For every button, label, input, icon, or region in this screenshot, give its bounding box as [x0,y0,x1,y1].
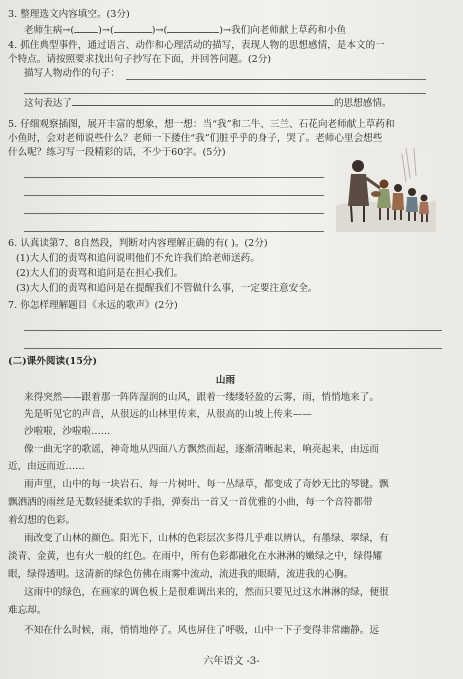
q6-option-3: (3)大人们的责骂和追问是在提醒我们不管做什么事，一定要注意安全。 [16,283,318,294]
q5-prompt-2: 小鱼时，会对老师说些什么？老师一下搂住“我”们脏乎乎的身子，哭了。老师心里会想些 [8,133,383,144]
q4-action-sentence-label: 描写人物动作的句子： [24,68,120,79]
q4-prompt-1: 4. 抓住典型事件，通过语言、动作和心理活动的描写，表现人物的思想感情，是本文的一 [8,40,385,51]
q4-feeling-line: 这句表达了 的思想感情。 [24,98,392,109]
passage-line: 雨改变了山林的颜色。阳光下，山林的色彩层次多得几乎难以辨认，有墨绿、翠绿，有 [24,533,389,544]
q5-write-line-4 [24,231,324,232]
passage-line: 这雨中的绿色，在画家的调色板上是很难调出来的，然而只要见过这水淋淋的绿，便很 [24,587,389,598]
passage-line: 眼，绿得透明。这清新的绿色仿佛在雨雾中流动，流进我的眼睛，流进我的心胸。 [8,569,354,580]
passage-line: 不知在什么时候，雨，悄悄地停了。风也屏住了呼吸，山中一下子变得非常幽静。远 [24,625,379,636]
q7-answer-line-1 [24,330,442,331]
passage-line: 难忘却。 [8,605,47,616]
q6-option-1: (1)大人们的责骂和追问说明他们不允许我们给老师送药。 [16,253,260,264]
teacher-children-illustration [336,148,436,232]
q5-prompt-3: 什么呢？练习写一段精彩的话，不少于60字。(5分) [8,147,226,158]
passage-line: 来得突然——跟着那一阵阵湿润的山风，跟着一缕缕轻盈的云雾，雨，悄悄地来了。 [24,392,379,403]
passage-line: 先是听见它的声音，从很远的山林里传来，从很高的山坡上传来—— [24,409,312,420]
q4-answer-line-2 [24,93,426,94]
q6-prompt: 6. 认真读第7、8自然段，判断对内容理解正确的有( )。(2分) [8,238,268,249]
passage-line: 雨声里，山中的每一块岩石、每一片树叶、每一丛绿草，都变成了奇妙无比的琴键。飘 [24,479,389,490]
passage-line: 着幻想的色彩。 [8,515,76,526]
passage-line: 飘洒洒的雨丝是无数轻捷柔软的手指，弹奏出一首又一首优雅的小曲，每一个音符都带 [8,497,373,508]
q4-answer-line-1 [126,79,426,80]
section-heading: (二)课外阅读(15分) [8,356,98,367]
q7-prompt: 7. 你怎样理解题目《永远的歌声》(2分) [8,300,178,311]
passage-line: 淡青、金黄，也有火一般的红色。在雨中，所有色彩都融化在水淋淋的嫩绿之中，绿得耀 [8,551,383,562]
q7-answer-line-2 [24,348,442,349]
q5-write-line-1 [24,177,324,178]
q6-option-2: (2)大人们的责骂和追问是在担心我们。 [16,268,184,279]
page-footer: 六年语文 -3- [203,656,260,667]
passage-line: 沙啦啦，沙啦啦…… [24,426,111,437]
q5-write-line-2 [24,195,324,196]
q4-prompt-2: 个特点。请按照要求找出句子抄写在下面，并回答问题。(2分) [8,54,272,65]
q3-prompt: 3. 整理选文内容填空。(3分) [8,9,130,20]
passage-line: 近，由远而近…… [8,461,85,472]
passage-line: 像一曲无字的歌谣，神奇地从四面八方飘然而起，逐渐清晰起来，响亮起来，由远而 [24,444,379,455]
q3-blanks: 老师生病→( )→( )→( )→我们向老师献上草药和小鱼 [24,25,347,36]
q5-write-line-3 [24,213,324,214]
passage-title: 山雨 [215,375,236,386]
q5-prompt-1: 5. 仔细观察插图，展开丰富的想象，想一想：当“我”和二牛、三兰、石花向老师献上草药和 [8,119,395,130]
